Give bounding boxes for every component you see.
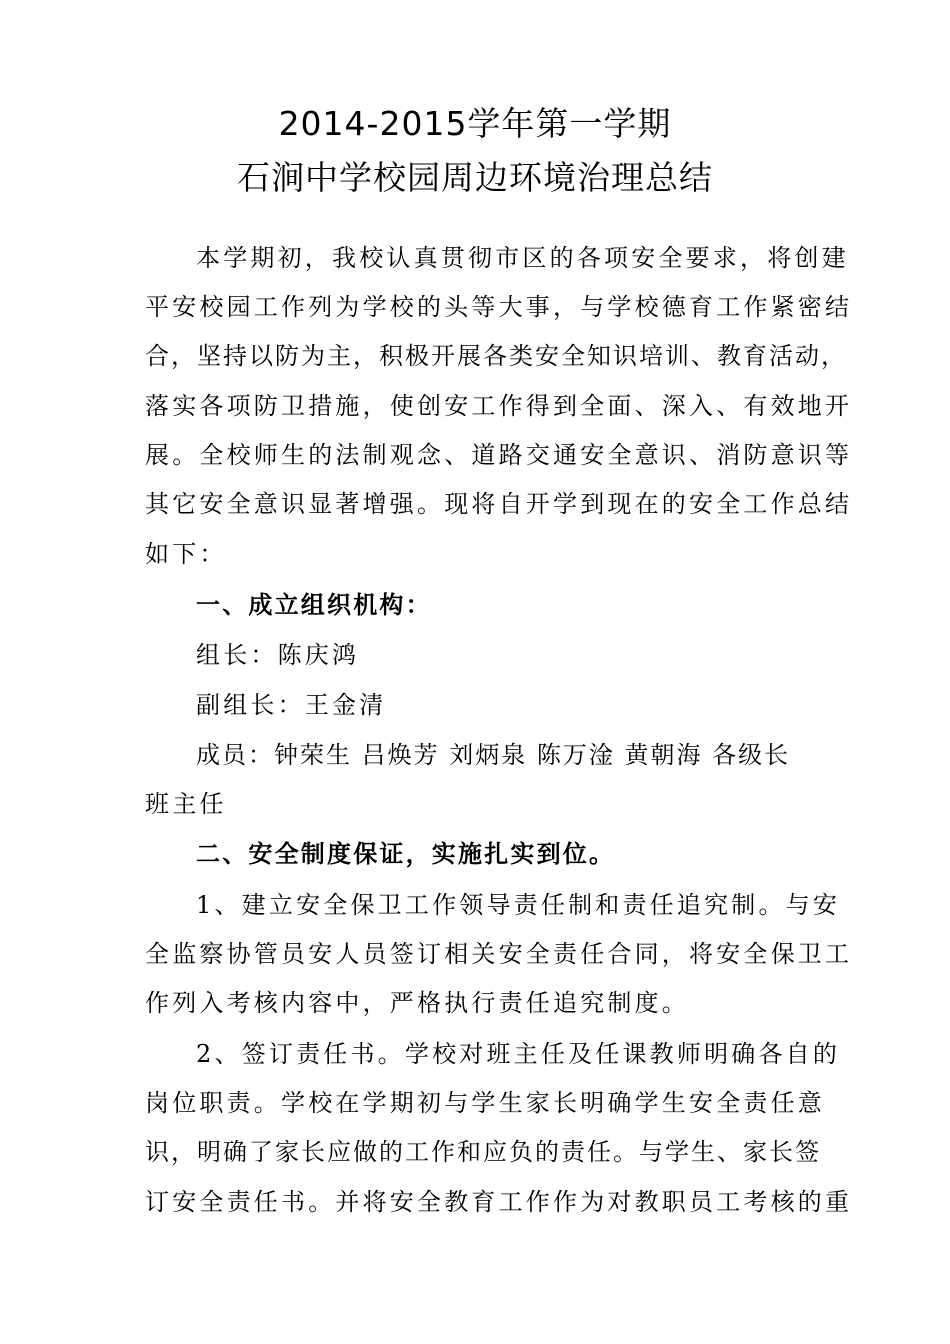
paragraph-line: 如下： xyxy=(145,540,227,568)
paragraph-line: 展。全校师生的法制观念、道路交通安全意识、消防意识等 xyxy=(145,441,853,469)
paragraph-line: 订安全责任书。并将安全教育工作作为对教职员工考核的重 xyxy=(145,1188,853,1216)
paragraph-line: 本学期初，我校认真贯彻市区的各项安全要求，将创建 xyxy=(196,244,849,272)
deputy-leader-line: 副组长：王金清 xyxy=(196,691,387,719)
members-line: 成员：钟荣生 吕焕芳 刘炳泉 陈万淦 黄朝海 各级长 xyxy=(196,741,791,769)
document-title-line-1: 2014-2015学年第一学期 xyxy=(278,104,672,143)
leader-line: 组长：陈庆鸿 xyxy=(196,641,360,669)
paragraph-line: 1、建立安全保卫工作领导责任制和责任追究制。与安 xyxy=(196,891,841,919)
section-heading-2: 二、安全制度保证，实施扎实到位。 xyxy=(196,840,616,868)
section-heading-1: 一、成立组织机构： xyxy=(196,591,432,619)
members-line-continued: 班主任 xyxy=(145,790,227,818)
paragraph-line: 其它安全意识显著增强。现将自开学到现在的安全工作总结 xyxy=(145,490,853,518)
paragraph-line: 作列入考核内容中，严格执行责任追究制度。 xyxy=(145,989,689,1017)
paragraph-line: 平安校园工作列为学校的头等大事，与学校德育工作紧密结 xyxy=(145,293,853,321)
paragraph-line: 落实各项防卫措施，使创安工作得到全面、深入、有效地开 xyxy=(145,392,853,420)
paragraph-line: 全监察协管员安人员签订相关安全责任合同，将安全保卫工 xyxy=(145,940,853,968)
paragraph-line: 识，明确了家长应做的工作和应负的责任。与学生、家长签 xyxy=(145,1138,821,1166)
paragraph-line: 2、签订责任书。学校对班主任及任课教师明确各自的 xyxy=(196,1040,841,1068)
paragraph-line: 岗位职责。学校在学期初与学生家长明确学生安全责任意 xyxy=(145,1089,825,1117)
document-title-line-2: 石涧中学校园周边环境治理总结 xyxy=(237,158,713,197)
paragraph-line: 合，坚持以防为主，积极开展各类安全知识培训、教育活动， xyxy=(145,342,847,370)
